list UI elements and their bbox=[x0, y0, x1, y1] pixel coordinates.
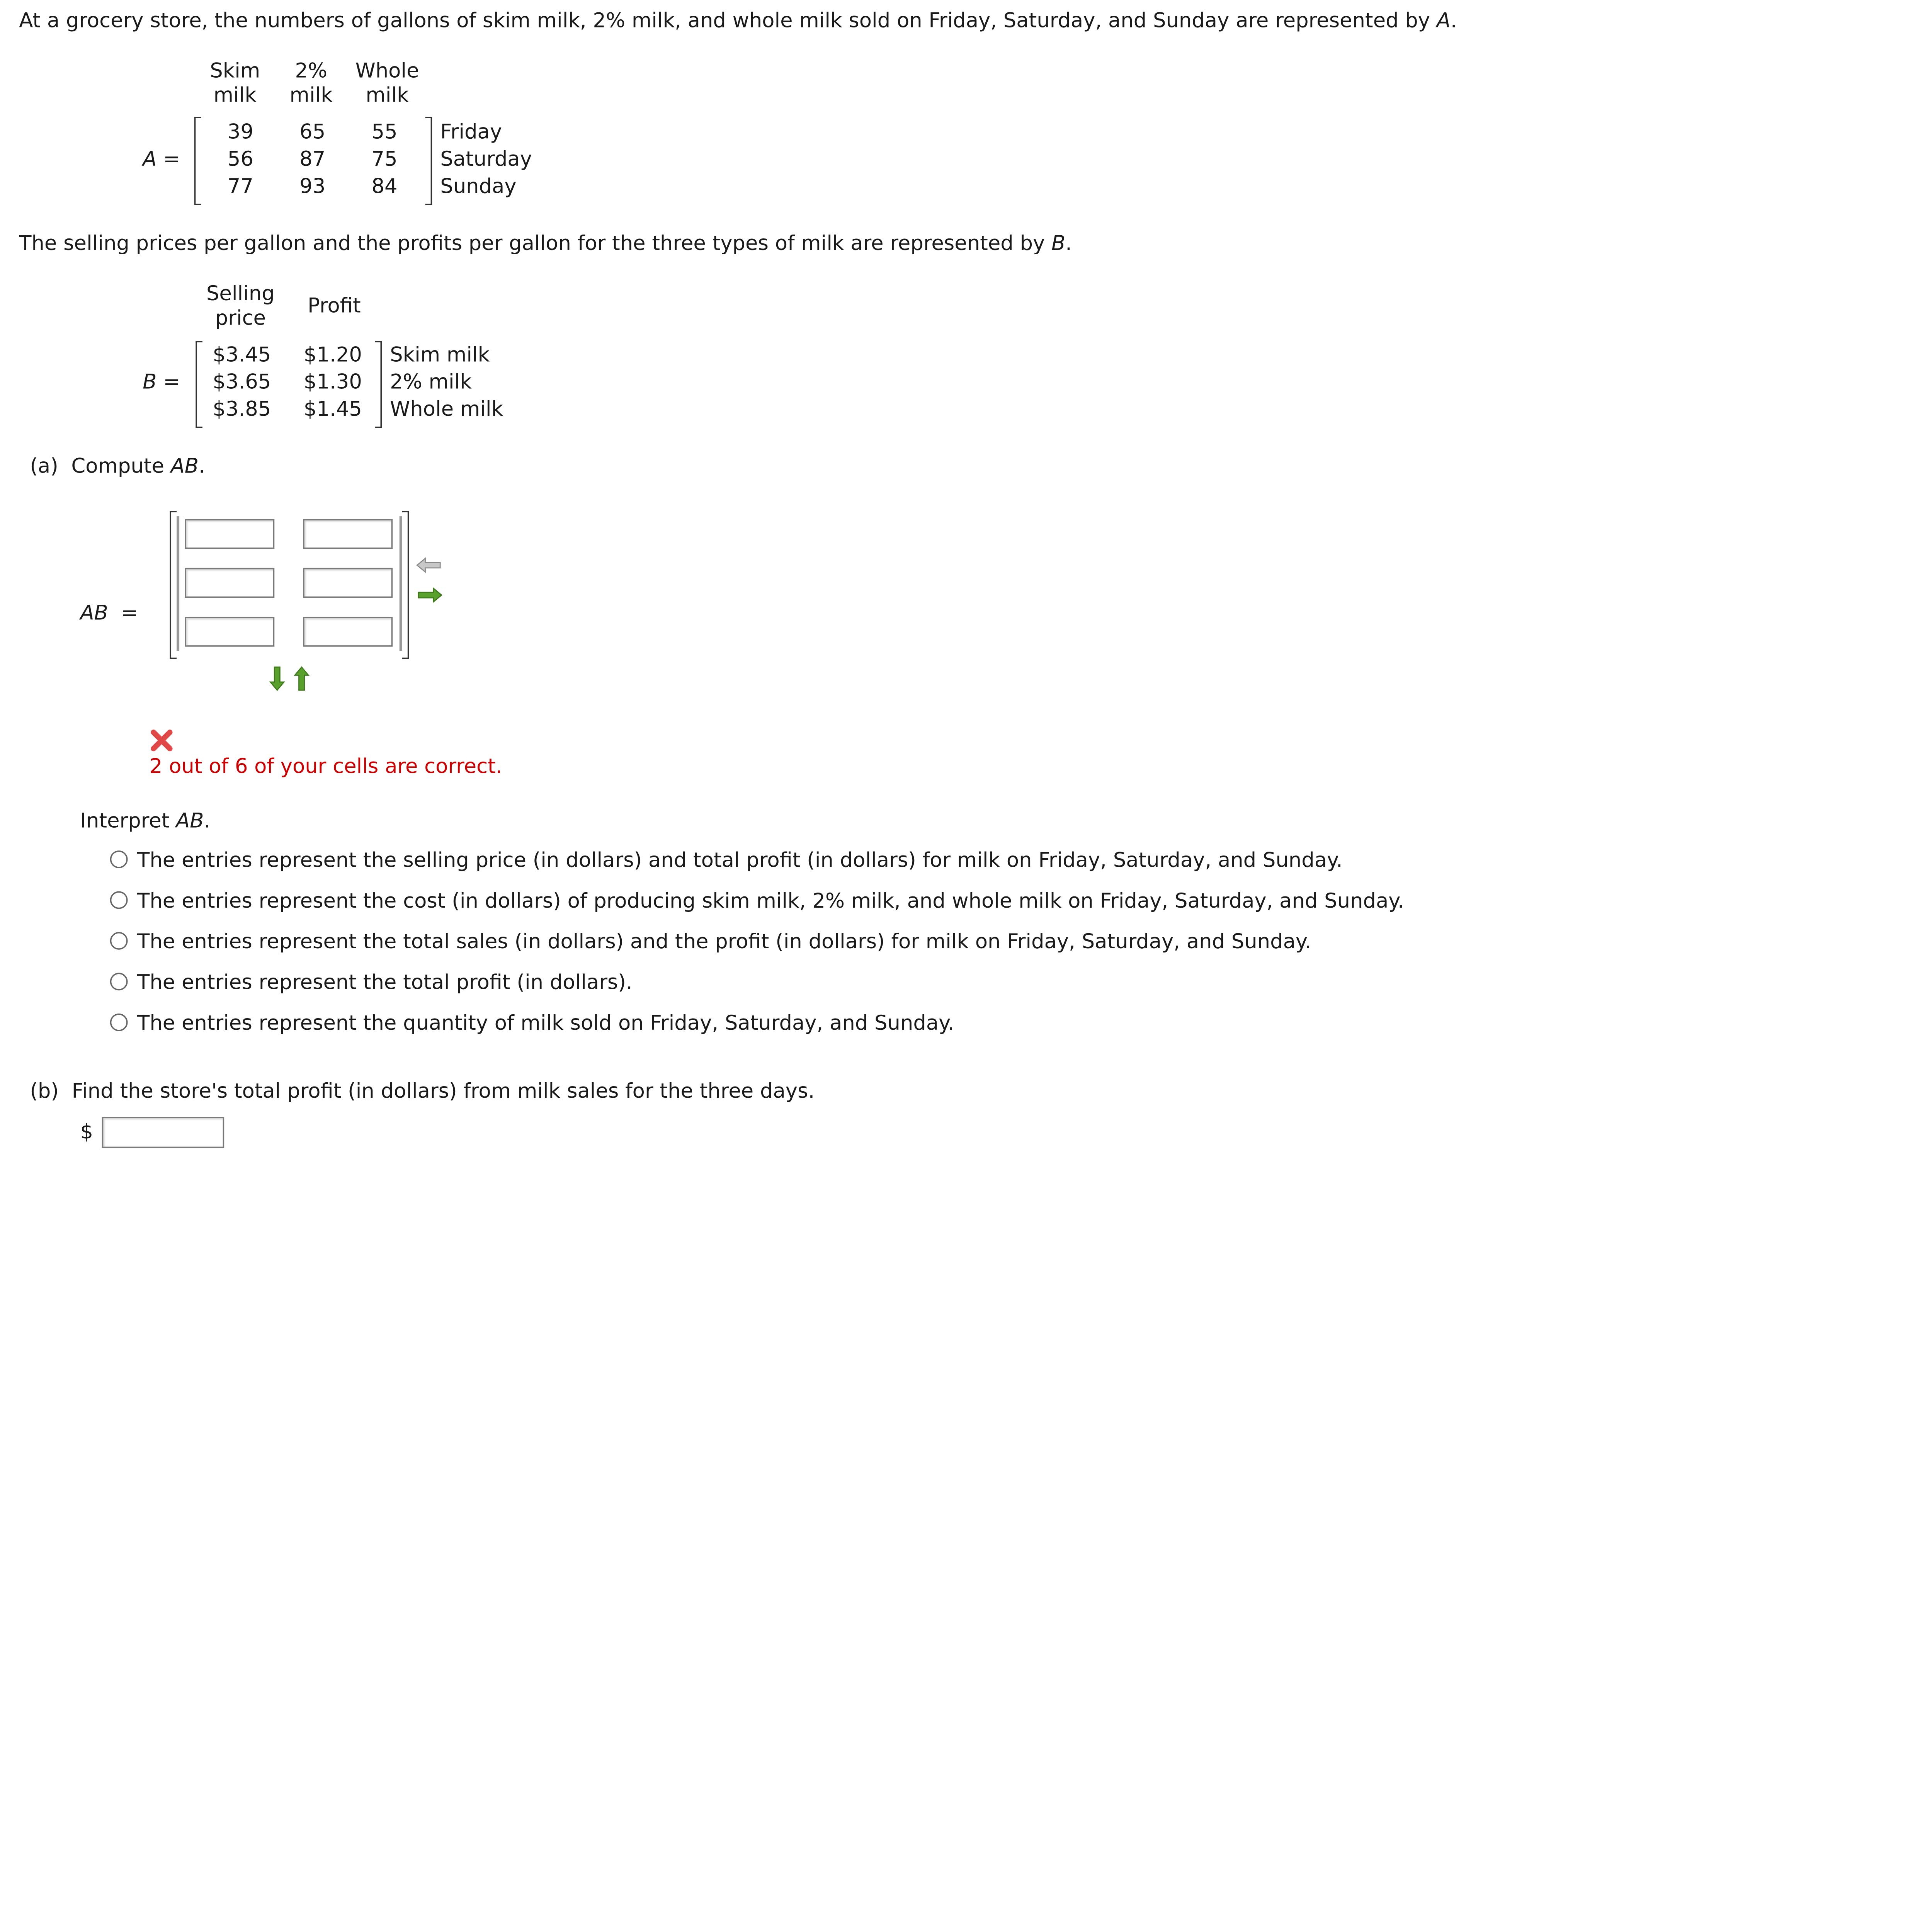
interpret-text: Interpret bbox=[80, 808, 176, 833]
matrix-b-equals: = bbox=[163, 369, 180, 394]
matrix-a-cell: 93 bbox=[299, 174, 326, 199]
col-header-line: Profit bbox=[308, 293, 361, 318]
matrix-b-row-label: Whole milk bbox=[390, 396, 503, 421]
ab-cell-input[interactable] bbox=[303, 568, 393, 598]
matrix-a-right-bracket bbox=[425, 117, 432, 205]
intro-text-b bbox=[19, 231, 1072, 255]
option-label[interactable]: The entries represent the total profit (in dollars). bbox=[137, 970, 633, 995]
matrix-b-label bbox=[143, 369, 180, 394]
intro-a-post: . bbox=[1450, 8, 1457, 33]
option-label[interactable]: The entries represent the total sales (in dollars) and the profit (in dollars) for milk on Friday, Saturday, and Sunday. bbox=[137, 929, 1311, 954]
total-profit-input[interactable] bbox=[102, 1117, 224, 1148]
col-header-line: price bbox=[215, 306, 266, 330]
col-header-line: milk bbox=[213, 83, 257, 107]
matrix-b-var: B bbox=[143, 369, 157, 394]
col-header-line: 2% bbox=[295, 58, 327, 83]
matrix-b-row-label: 2% milk bbox=[390, 369, 472, 394]
arrow-right-icon[interactable] bbox=[416, 587, 443, 603]
matrix-b-cell: $3.45 bbox=[213, 342, 271, 367]
matrix-b-col-header bbox=[198, 281, 282, 330]
matrix-a-col-header bbox=[280, 58, 342, 107]
matrix-a-cell: 55 bbox=[371, 119, 398, 144]
intro-b-text: The selling prices per gallon and the profits per gallon for the three types of milk are represented by bbox=[19, 231, 1051, 256]
ab-label bbox=[80, 600, 138, 625]
ab-var: AB bbox=[80, 600, 108, 625]
ab-left-bracket bbox=[170, 511, 177, 659]
intro-b-var: B bbox=[1051, 231, 1066, 256]
matrix-a-cell: 65 bbox=[299, 119, 326, 144]
col-header-line: Skim bbox=[210, 58, 260, 83]
part-b-text: Find the store's total profit (in dollars) from milk sales for the three days. bbox=[71, 1078, 815, 1104]
interpret-prompt bbox=[80, 808, 210, 833]
option-label[interactable]: The entries represent the cost (in dollars) of producing skim milk, 2% milk, and whole milk on Friday, Saturday, and Sunday. bbox=[137, 888, 1404, 913]
radio-option[interactable] bbox=[110, 1014, 128, 1031]
part-a-var: AB bbox=[170, 454, 199, 478]
matrix-a-left-bracket bbox=[194, 117, 201, 205]
intro-a-text: At a grocery store, the numbers of gallons of skim milk, 2% milk, and whole milk sold on Friday, Saturday, and Sunday are represented by bbox=[19, 8, 1437, 33]
ab-right-bracket-inner bbox=[400, 516, 401, 651]
radio-option[interactable] bbox=[110, 850, 128, 868]
ab-cell-input[interactable] bbox=[185, 617, 274, 646]
matrix-b-col-header bbox=[296, 293, 372, 318]
option-label[interactable]: The entries represent the selling price (in dollars) and total profit (in dollars) for milk on Friday, Saturday, and Sunday. bbox=[137, 848, 1343, 872]
matrix-a-cell: 56 bbox=[227, 146, 253, 172]
intro-text-a bbox=[19, 8, 1457, 32]
col-header-line: Selling bbox=[206, 281, 275, 306]
matrix-a-equals: = bbox=[163, 146, 180, 172]
radio-option[interactable] bbox=[110, 973, 128, 991]
feedback-text: 2 out of 6 of your cells are correct. bbox=[149, 754, 502, 779]
matrix-a-row-label: Saturday bbox=[440, 146, 532, 172]
part-b-prompt bbox=[30, 1079, 815, 1103]
ab-cell-input[interactable] bbox=[185, 568, 274, 598]
matrix-a-var: A bbox=[143, 146, 157, 172]
matrix-a-col-header bbox=[350, 58, 424, 107]
col-header-line: milk bbox=[289, 83, 333, 107]
intro-b-post: . bbox=[1065, 231, 1072, 256]
arrow-up-icon[interactable] bbox=[293, 666, 310, 692]
matrix-a-cell: 39 bbox=[227, 119, 253, 144]
matrix-a-cell: 84 bbox=[371, 174, 398, 199]
radio-option[interactable] bbox=[110, 891, 128, 909]
radio-option[interactable] bbox=[110, 932, 128, 950]
ab-equals: = bbox=[121, 600, 138, 625]
ab-left-bracket-inner bbox=[177, 516, 179, 651]
matrix-a-cell: 77 bbox=[227, 174, 253, 199]
matrix-b-row-label: Skim milk bbox=[390, 342, 490, 367]
matrix-b-cell: $3.65 bbox=[213, 369, 271, 394]
arrow-down-icon[interactable] bbox=[269, 666, 285, 692]
col-header-line: Whole bbox=[355, 58, 419, 83]
matrix-a-col-header bbox=[204, 58, 266, 107]
part-a-marker: (a) bbox=[30, 454, 58, 478]
part-b-marker: (b) bbox=[30, 1078, 59, 1104]
arrow-left-icon[interactable] bbox=[416, 557, 443, 573]
matrix-b-right-bracket bbox=[375, 341, 382, 428]
matrix-b-left-bracket bbox=[196, 341, 202, 428]
matrix-b-cell: $1.30 bbox=[303, 369, 362, 394]
ab-right-bracket bbox=[402, 511, 409, 659]
matrix-b-cell: $1.20 bbox=[303, 342, 362, 367]
part-a-post: . bbox=[199, 454, 205, 478]
part-a-text: Compute bbox=[71, 454, 171, 478]
interpret-post: . bbox=[204, 808, 211, 833]
ab-cell-input[interactable] bbox=[303, 617, 393, 646]
option-label[interactable]: The entries represent the quantity of milk sold on Friday, Saturday, and Sunday. bbox=[137, 1010, 954, 1036]
matrix-b-cell: $1.45 bbox=[303, 396, 362, 421]
matrix-a-row-label: Friday bbox=[440, 119, 502, 144]
ab-cell-input[interactable] bbox=[303, 519, 393, 549]
part-a-prompt bbox=[30, 454, 205, 478]
interpret-var: AB bbox=[176, 808, 204, 833]
intro-a-var: A bbox=[1436, 8, 1451, 33]
currency-symbol: $ bbox=[80, 1119, 94, 1144]
matrix-b-cell: $3.85 bbox=[213, 396, 271, 421]
x-mark-icon bbox=[150, 730, 174, 751]
matrix-a-label bbox=[143, 147, 180, 171]
col-header-line: milk bbox=[366, 83, 409, 107]
matrix-a-cell: 87 bbox=[299, 146, 326, 172]
matrix-a-cell: 75 bbox=[371, 146, 398, 172]
ab-cell-input[interactable] bbox=[185, 519, 274, 549]
matrix-a-row-label: Sunday bbox=[440, 174, 517, 199]
